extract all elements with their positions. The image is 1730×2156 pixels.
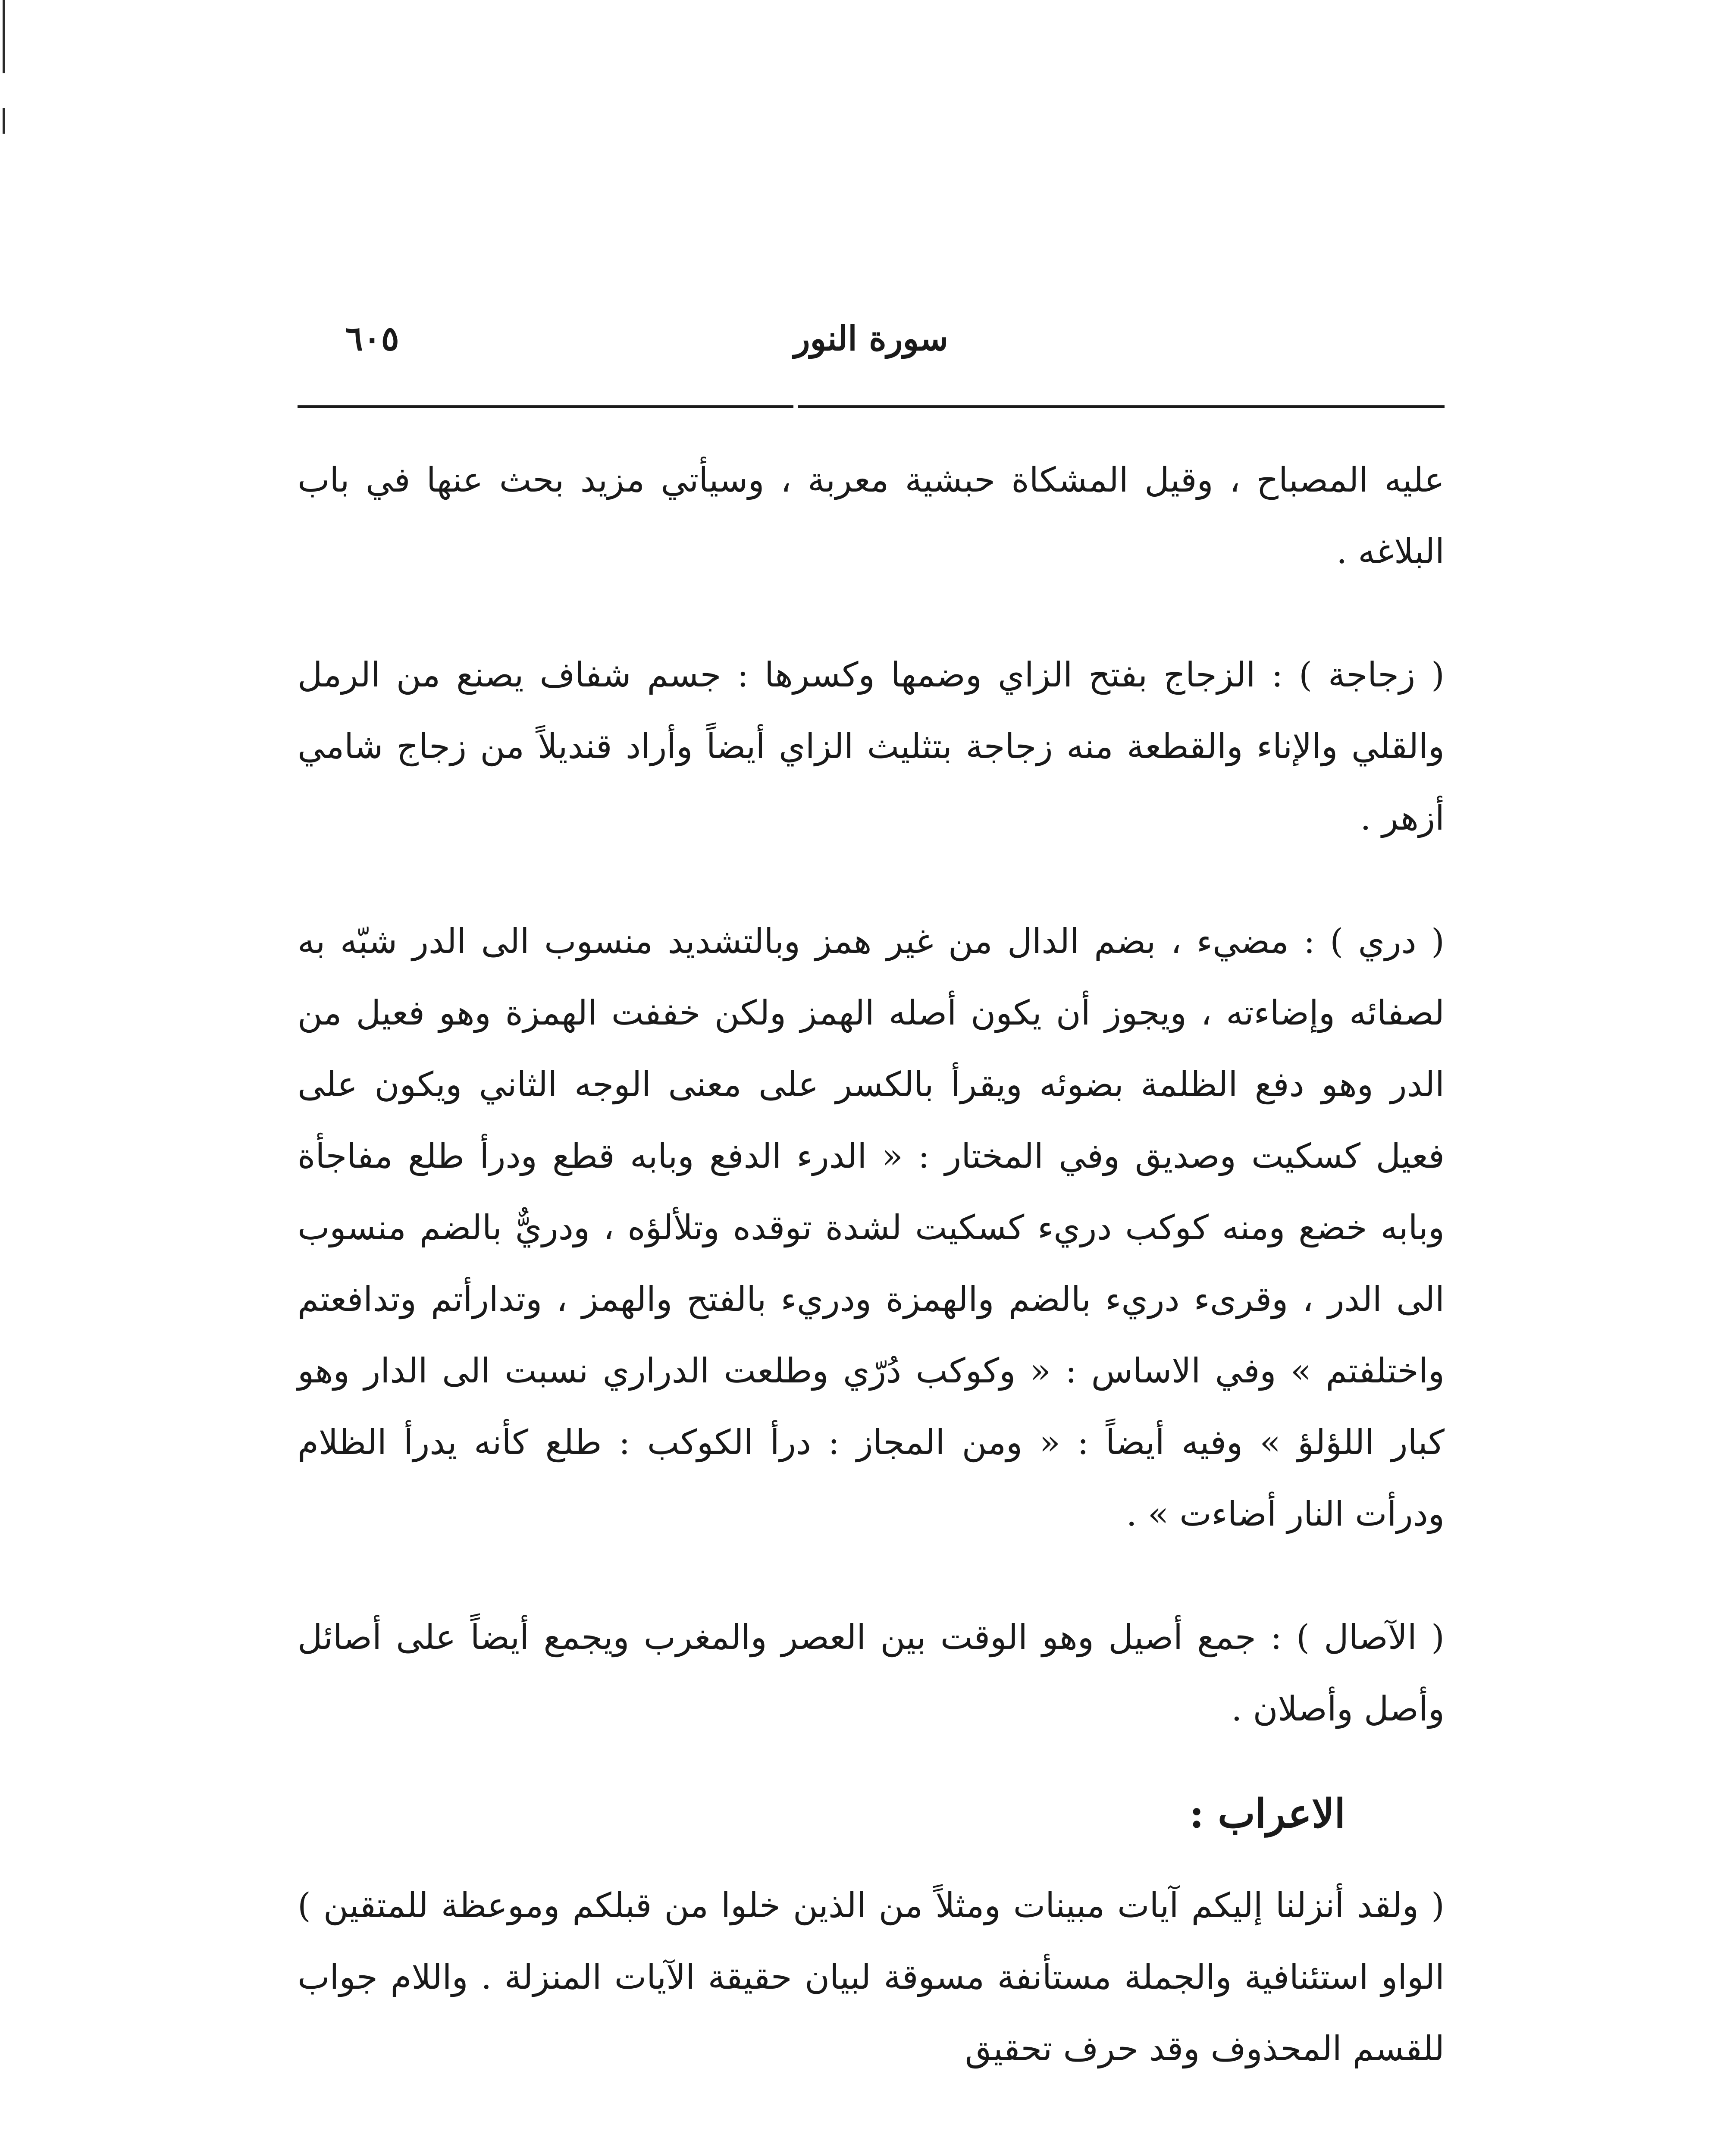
surah-title: سورة النور bbox=[793, 319, 949, 358]
paragraph-irab: ( ولقد أنزلنا إليكم آيات مبينات ومثلاً من الذين خلوا من قبلكم وموعظة للمتقين ) الواو استئنافية والجملة مستأنفة مسوقة لبيان حقيقة الآيات المنزلة . واللام جواب للقسم المحذوف وقد حرف تحقيق bbox=[298, 1886, 1445, 2068]
page-body bbox=[298, 444, 1445, 2084]
scan-edge-line bbox=[3, 108, 5, 134]
book-page bbox=[298, 302, 1445, 2068]
header-rule bbox=[798, 405, 1445, 408]
section-heading-irab: الاعراب : bbox=[1189, 1790, 1345, 1837]
paragraph-misbah: عليه المصباح ، وقيل المشكاة حبشية معربة ، وسيأتي مزيد بحث عنها في باب البلاغه . bbox=[298, 460, 1445, 571]
header-rule bbox=[298, 405, 793, 408]
running-header bbox=[298, 302, 1445, 367]
scan-edge-line bbox=[3, 0, 5, 73]
paragraph-asal: ( الآصال ) : جمع أصيل وهو الوقت بين العصر والمغرب ويجمع أيضاً على أصائل وأصل وأصلان . bbox=[298, 1617, 1445, 1729]
paragraph-durri: ( دري ) : مضيء ، بضم الدال من غير همز وبالتشديد منسوب الى الدر شبّه به لصفائه وإضاءته ، ويجوز أن يكون أصله الهمز ولكن خففت الهمزة وهو فعيل من الدر وهو دفع الظلمة بضوئه ويقرأ بالكسر على معنى الوجه الثاني ويكون على فعيل كسكيت وصديق وفي المختار : « الدرء الدفع وبابه قطع ودرأ طلع مفاجأة وبابه خضع ومنه كوكب دريء كسكيت لشدة توقده وتلألؤه ، ودريٌّ بالضم منسوب الى الدر ، وقرىء دريء بالضم والهمزة ودريء بالفتح والهمز ، وتدارأتم وتدافعتم واختلفتم » وفي الاساس : « وكوكب دُرّي وطلعت الدراري نسبت الى الدار وهو كبار اللؤلؤ » وفيه أيضاً : « ومن المجاز : درأ الكوكب : طلع كأنه يدرأ الظلام ودرأت النار أضاءت » . bbox=[298, 921, 1445, 1534]
page-number: ٦٠٥ bbox=[345, 319, 399, 358]
paragraph-zujaja: ( زجاجة ) : الزجاج بفتح الزاي وضمها وكسرها : جسم شفاف يصنع من الرمل والقلي والإناء والقطعة منه زجاجة بتثليث الزاي أيضاً وأراد قنديلاً من زجاج شامي أزهر . bbox=[298, 655, 1445, 838]
